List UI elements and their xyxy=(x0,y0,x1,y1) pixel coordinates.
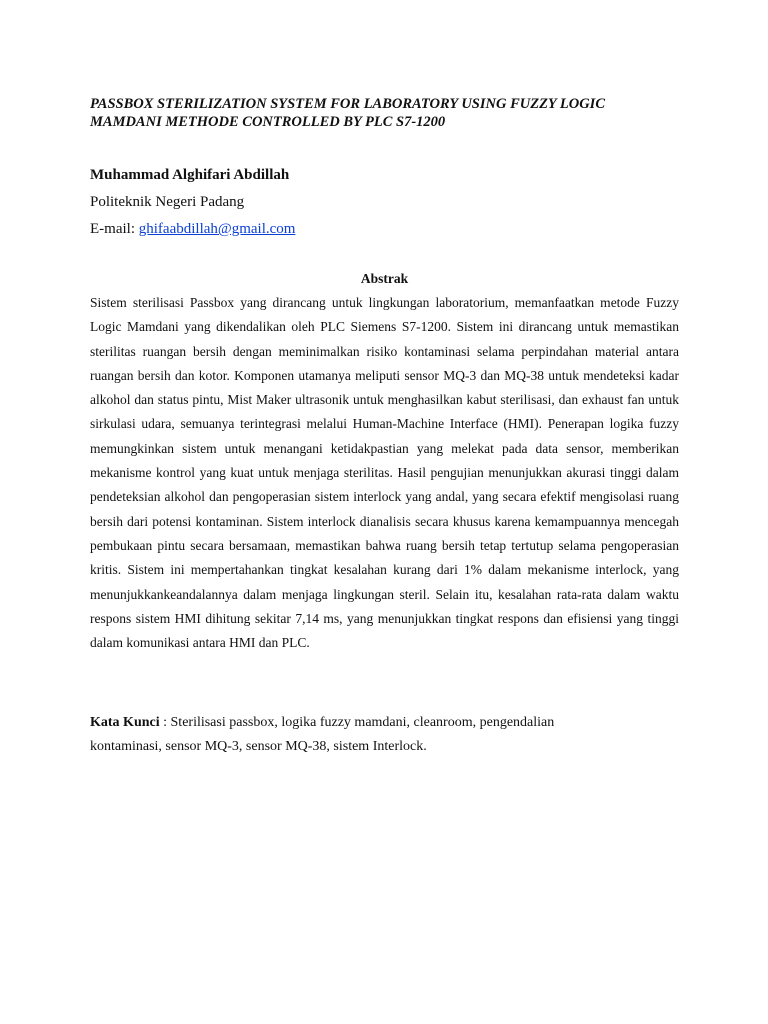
author-name: Muhammad Alghifari Abdillah xyxy=(90,167,290,183)
paper-title xyxy=(90,95,690,131)
keywords-label: Kata Kunci xyxy=(90,715,160,730)
paper-title-line-2: MAMDANI METHODE CONTROLLED BY PLC S7-1200 xyxy=(90,114,446,130)
email-label: E-mail: xyxy=(90,221,139,237)
author-email xyxy=(90,219,295,239)
abstract-body: Sistem sterilisasi Passbox yang dirancang untuk lingkungan laboratorium, memanfaatkan metode Fuzzy Logic Mamdani yang dikendalikan oleh PLC Siemens S7-1200. Sistem ini dirancang untuk memastikan sterilitas ruangan bersih dengan meminimalkan risiko kontaminasi selama perpindahan material antara ruangan bersih dan kotor. Komponen utamanya meliputi sensor MQ-3 dan MQ-38 untuk mendeteksi kadar alkohol dan status pintu, Mist Maker ultrasonik untuk menghasilkan kabut sterilisasi, dan exhaust fan untuk sirkulasi udara, semuanya terintegrasi melalui Human-Machine Interface (HMI). Penerapan logika fuzzy memungkinkan sistem untuk menangani ketidakpastian yang melekat pada data sensor, memberikan mekanisme kontrol yang kuat untuk menjaga sterilitas. Hasil pengujian menunjukkan akurasi tinggi dalam pendeteksian alkohol dan pengoperasian sistem interlock yang andal, yang secara efektif mengisolasi ruang bersih dari potensi kontaminan. Sistem interlock dianalisis secara khusus karena kemampuannya mencegah pembukaan pintu secara bersamaan, memastikan bahwa ruang bersih tetap tertutup selama pengoperasian kritis. Sistem ini mempertahankan tingkat kesalahan kurang dari 1% dalam mekanisme interlock, yang menunjukkankeandalannya dalam menjaga lingkungan steril. Selain itu, kesalahan rata-rata dalam waktu respons sistem HMI dihitung sekitar 7,14 ms, yang menunjukkan tingkat respons dan efisiensi yang tinggi dalam komunikasi antara HMI dan PLC. xyxy=(90,295,679,651)
email-link[interactable]: ghifaabdillah@gmail.com xyxy=(138,221,296,237)
keywords-text: : Sterilisasi passbox, logika fuzzy mamdani, cleanroom, pengendalian kontaminasi, sensor MQ-3, sensor MQ-38, sistem Interlock. xyxy=(90,715,555,754)
author-affiliation: Politeknik Negeri Padang xyxy=(90,194,245,210)
keywords xyxy=(90,711,610,759)
paper-title-line-1: PASSBOX STERILIZATION SYSTEM FOR LABORATORY USING FUZZY LOGIC xyxy=(90,96,605,112)
abstract-heading: Abstrak xyxy=(360,271,409,286)
